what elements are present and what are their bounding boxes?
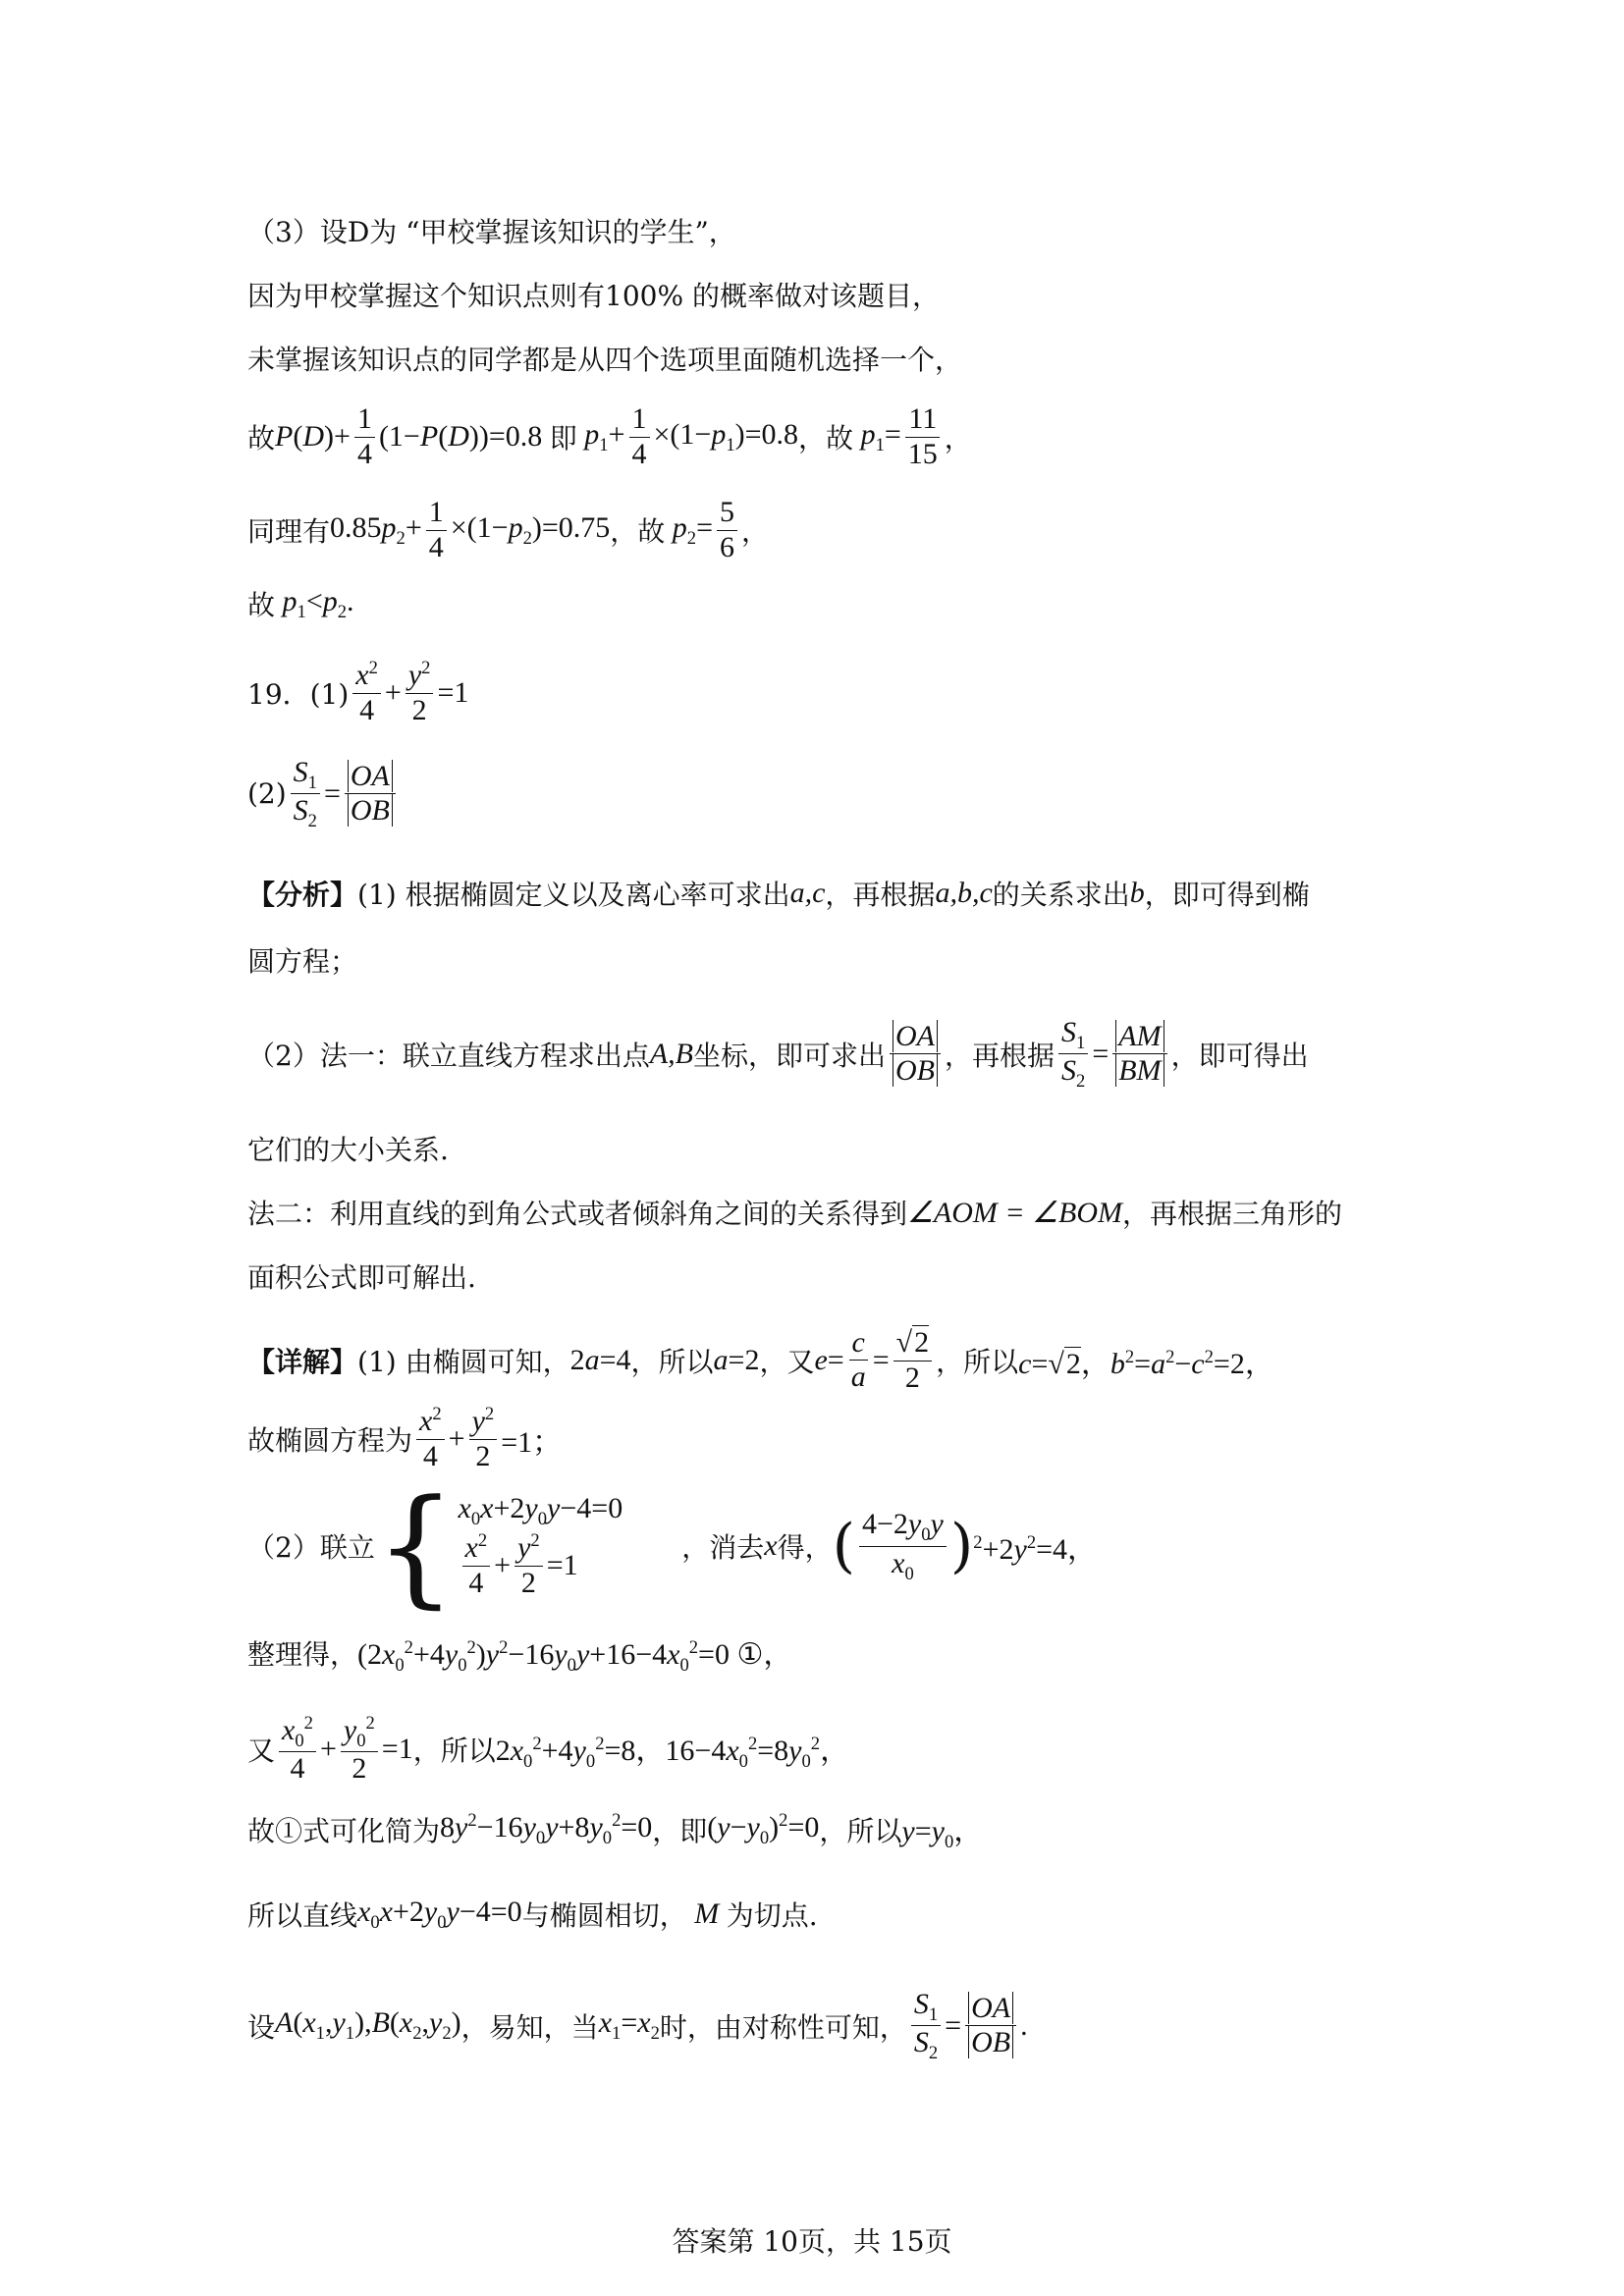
system-eq1: $x_0x+2y_0y-4=0$ xyxy=(458,1492,623,1529)
part3-line3 xyxy=(247,339,962,378)
detail-text-6c: ，所以 xyxy=(819,1815,902,1847)
detail-text-3a: （2）联立 xyxy=(247,1531,375,1564)
part3-line5 xyxy=(247,496,769,564)
part3-line3-text: 未掌握该知识点的同学都是从四个选项里面随机选择一个， xyxy=(247,344,963,376)
text-gu2: ，故 xyxy=(798,422,854,454)
eq-square: $(y-y_0)^2=0$ xyxy=(707,1810,820,1848)
detail-line6 xyxy=(247,1806,983,1853)
sys-fraction-y2-2: $\frac{y^2}{2}$ xyxy=(514,1530,543,1600)
text-gu: 故 xyxy=(247,422,276,454)
analysis-text-1b: ，再根据 xyxy=(825,879,936,911)
detail-text-6a: 故①式可化简为 xyxy=(247,1815,441,1847)
analysis-line6 xyxy=(247,1256,476,1296)
detail-text-7a: 所以直线 xyxy=(247,1899,358,1932)
fraction-11-15: $\frac{11}{15}$ xyxy=(905,402,941,471)
analysis-line1 xyxy=(247,874,1310,913)
equation-pd: P(D)+ xyxy=(275,420,351,453)
eq-2a4: 2a=4 xyxy=(569,1343,631,1376)
fraction-x2-4: $\frac{x^2}{4}$ xyxy=(352,658,381,727)
detail-text-8c: 时，由对称性可知， xyxy=(659,2010,907,2044)
comma2: ， xyxy=(741,515,770,548)
analysis-text-1e: 圆方程； xyxy=(247,945,358,978)
analysis-text-2c: ，再根据 xyxy=(945,1039,1056,1072)
detail-text-3c: 得， xyxy=(777,1531,833,1564)
analysis-text-2a: （2）法一：联立直线方程求出点 xyxy=(247,1039,650,1072)
detail-text-7b: 与椭圆相切， xyxy=(521,1899,687,1932)
eq-relations: $2x_0^2+4y_0^2=8$，$16-4x_0^2=8y_0^2$， xyxy=(495,1734,850,1773)
eq-quadratic: $(2x_0^2+4y_0^2)y^2-16y_0y+16-4x_0^2=0$ ①， xyxy=(357,1637,793,1676)
fraction-s1-s2: $\frac{S_1}{S_2}$ xyxy=(291,756,320,832)
eq-line: $x_0x+2y_0y-4=0$ xyxy=(357,1895,522,1933)
detail-line3 xyxy=(247,1471,1098,1621)
page-footer: 答案第 10页，共 15页 xyxy=(672,2225,952,2258)
var-ac: a,c xyxy=(789,877,826,909)
equals-one2: =1； xyxy=(501,1425,563,1459)
equation-p1-lt-p2: $p_1<p_2$. xyxy=(282,584,354,622)
detail-text-1a: (1) 由椭圆可知， xyxy=(357,1345,570,1378)
detail-text-1c: ，又 xyxy=(759,1345,815,1378)
var-x: x xyxy=(764,1529,778,1562)
detail-text-1b: ，所以 xyxy=(630,1345,714,1378)
fraction-oa-ob-3: $\frac{OA}{OB}$ xyxy=(965,1992,1016,2060)
analysis-tag: 【分析】 xyxy=(247,879,358,911)
fraction-substitution: $\frac{4-2y_0y}{x_0}$ xyxy=(859,1508,947,1584)
equals-one: =1 xyxy=(437,675,469,709)
equation-p2: $0.85p_2+$ xyxy=(330,510,422,549)
q19-part2-label: (2) xyxy=(247,777,287,811)
detail-line8 xyxy=(247,1988,1028,2064)
equals-one3: =1 xyxy=(381,1733,413,1766)
paren-left: ( xyxy=(832,1512,855,1580)
part3-line2 xyxy=(247,275,940,314)
fraction-oa-ob: $\frac{OA}{OB}$ xyxy=(345,760,396,828)
detail-line2 xyxy=(247,1404,562,1473)
eq-x1-x2: $x_1=x_2$ xyxy=(598,2006,660,2045)
plus: + xyxy=(384,675,402,709)
detail-text-5b: ，所以 xyxy=(412,1735,496,1768)
fraction-y2-2-2: $\frac{y^2}{2}$ xyxy=(469,1404,498,1473)
text-gu4: 故 xyxy=(247,589,276,621)
part3-heading xyxy=(247,211,736,250)
equation-p2-rest: $\times(1-p_2)=0.75$ xyxy=(450,510,611,549)
analysis-text-2d: ，即可得出 xyxy=(1170,1039,1309,1072)
eq-subst-rest: $^2+2y^2=4$， xyxy=(973,1532,1098,1566)
fraction-c-a: $\frac{c}{a}$ xyxy=(848,1326,869,1395)
fraction-one-quarter-3: $\frac{1}{4}$ xyxy=(426,496,447,564)
fraction-am-bm: $\frac{AM}{BM}$ xyxy=(1112,1020,1166,1089)
detail-text-6b: ，即 xyxy=(652,1815,708,1847)
equation-p1-rest: $\times(1-p_1)=0.8$ xyxy=(653,417,799,455)
var-ab: A,B xyxy=(649,1037,693,1070)
analysis-line5 xyxy=(247,1193,1342,1232)
analysis-text-1c: 的关系求出 xyxy=(992,879,1130,911)
analysis-text-3c: 面积公式即可解出. xyxy=(247,1261,476,1294)
fraction-one-quarter-2: $\frac{1}{4}$ xyxy=(629,402,650,471)
analysis-text-3b: ，再根据三角形的 xyxy=(1122,1198,1343,1230)
analysis-text-1a: (1) 根据椭圆定义以及离心率可求出 xyxy=(357,879,790,911)
fraction-s1-s2-3: $\frac{S_1}{S_2}$ xyxy=(911,1988,941,2064)
detail-text-4: 整理得， xyxy=(247,1638,358,1671)
fraction-y2-2: $\frac{y^2}{2}$ xyxy=(406,658,434,727)
detail-text-5a: 又 xyxy=(247,1735,276,1768)
var-b: b xyxy=(1129,877,1145,909)
text-gu3: ，故 xyxy=(610,515,666,548)
var-m: M xyxy=(686,1897,727,1930)
system-eq2: $\frac{x^2}{4}$ + $\frac{y^2}{2}$ =1 xyxy=(459,1530,623,1600)
analysis-line3 xyxy=(247,1016,1309,1093)
eq-c: c=√2，$b^2=a^2-c^2=2$， xyxy=(1018,1346,1274,1380)
fraction-5-6: $\frac{5}{6}$ xyxy=(717,496,737,564)
paren-right: ) xyxy=(949,1512,974,1580)
fraction-s1-s2-2: $\frac{S_1}{S_2}$ xyxy=(1058,1016,1088,1093)
part3-line4 xyxy=(247,402,972,471)
detail-line5 xyxy=(247,1713,849,1787)
detail-tag: 【详解】 xyxy=(247,1345,358,1378)
detail-text-7c: 为切点. xyxy=(726,1899,818,1932)
eq-e: e= xyxy=(814,1343,844,1376)
equals4: = xyxy=(945,2008,962,2042)
equation-pd-rest: (1−P(D))=0.8 xyxy=(378,420,550,453)
detail-text-1d: ，所以 xyxy=(936,1345,1019,1378)
analysis-line2 xyxy=(247,940,357,980)
part3-heading-text: （3）设D为 “甲校掌握该知识的学生”， xyxy=(247,216,736,248)
plus3: + xyxy=(319,1733,337,1766)
detail-text-2: 故椭圆方程为 xyxy=(247,1423,413,1457)
fraction-x2-4-2: $\frac{x^2}{4}$ xyxy=(416,1404,445,1473)
plus2: + xyxy=(448,1421,465,1455)
analysis-line4 xyxy=(247,1129,449,1168)
var-abc: a,b,c xyxy=(935,877,993,909)
comma: ， xyxy=(944,422,972,454)
detail-line7 xyxy=(247,1895,818,1934)
fraction-sqrt2-2: $\frac{√2}{2}$ xyxy=(893,1325,932,1395)
equals3: = xyxy=(872,1343,890,1376)
q19-number: 19．(1) xyxy=(247,677,350,711)
sys-fraction-x2-4: $\frac{x^2}{4}$ xyxy=(462,1530,491,1600)
eq-simplified: $8y^2-16y_0y+8y_0^2=0$ xyxy=(440,1810,653,1848)
q19-part2 xyxy=(247,756,400,832)
analysis-text-2e: 它们的大小关系. xyxy=(247,1134,449,1166)
fraction-one-quarter: $\frac{1}{4}$ xyxy=(354,402,375,471)
equation-p1: $p_1+$ xyxy=(584,417,625,455)
detail-line4 xyxy=(247,1629,792,1677)
part3-line2-text: 因为甲校掌握这个知识点则有100% 的概率做对该题目， xyxy=(247,280,940,312)
fraction-y0-2: $\frac{y_0^2}{2}$ xyxy=(341,1713,378,1787)
eq-points: $A(x_1,y_1),B(x_2,y_2)$ xyxy=(275,2006,461,2045)
analysis-text-3a: 法二：利用直线的到角公式或者倾斜角之间的关系得到 xyxy=(247,1198,908,1230)
text-tongli: 同理有 xyxy=(247,515,331,548)
fraction-oa-ob-2: $\frac{OA}{OB}$ xyxy=(890,1020,941,1089)
text-ji: 即 xyxy=(549,422,577,454)
part3-line6 xyxy=(247,584,354,623)
detail-line1 xyxy=(247,1325,1274,1395)
equals2: = xyxy=(1092,1037,1110,1070)
fraction-x0-4: $\frac{x_0^2}{4}$ xyxy=(279,1713,316,1787)
equation-p1-value: $p_1=$ xyxy=(860,417,901,455)
detail-text-8b: ，易知，当 xyxy=(460,2010,599,2044)
equation-system xyxy=(459,1492,623,1600)
q19-part1 xyxy=(247,658,468,727)
equation-p2-value: $p_2=$ xyxy=(672,510,714,549)
period: . xyxy=(1020,2008,1028,2042)
eq-a2: a=2 xyxy=(713,1343,760,1376)
eq-y-y0: $y=y_0$， xyxy=(901,1815,984,1852)
detail-text-3b: ，消去 xyxy=(681,1531,765,1564)
detail-text-8a: 设 xyxy=(247,2010,276,2044)
equals: = xyxy=(323,776,341,810)
angle-equation: ∠AOM = ∠BOM xyxy=(907,1196,1123,1229)
brace-icon: { xyxy=(374,1471,457,1621)
analysis-text-2b: 坐标，即可求出 xyxy=(692,1039,886,1072)
analysis-text-1d: ，即可得到椭 xyxy=(1144,879,1310,911)
